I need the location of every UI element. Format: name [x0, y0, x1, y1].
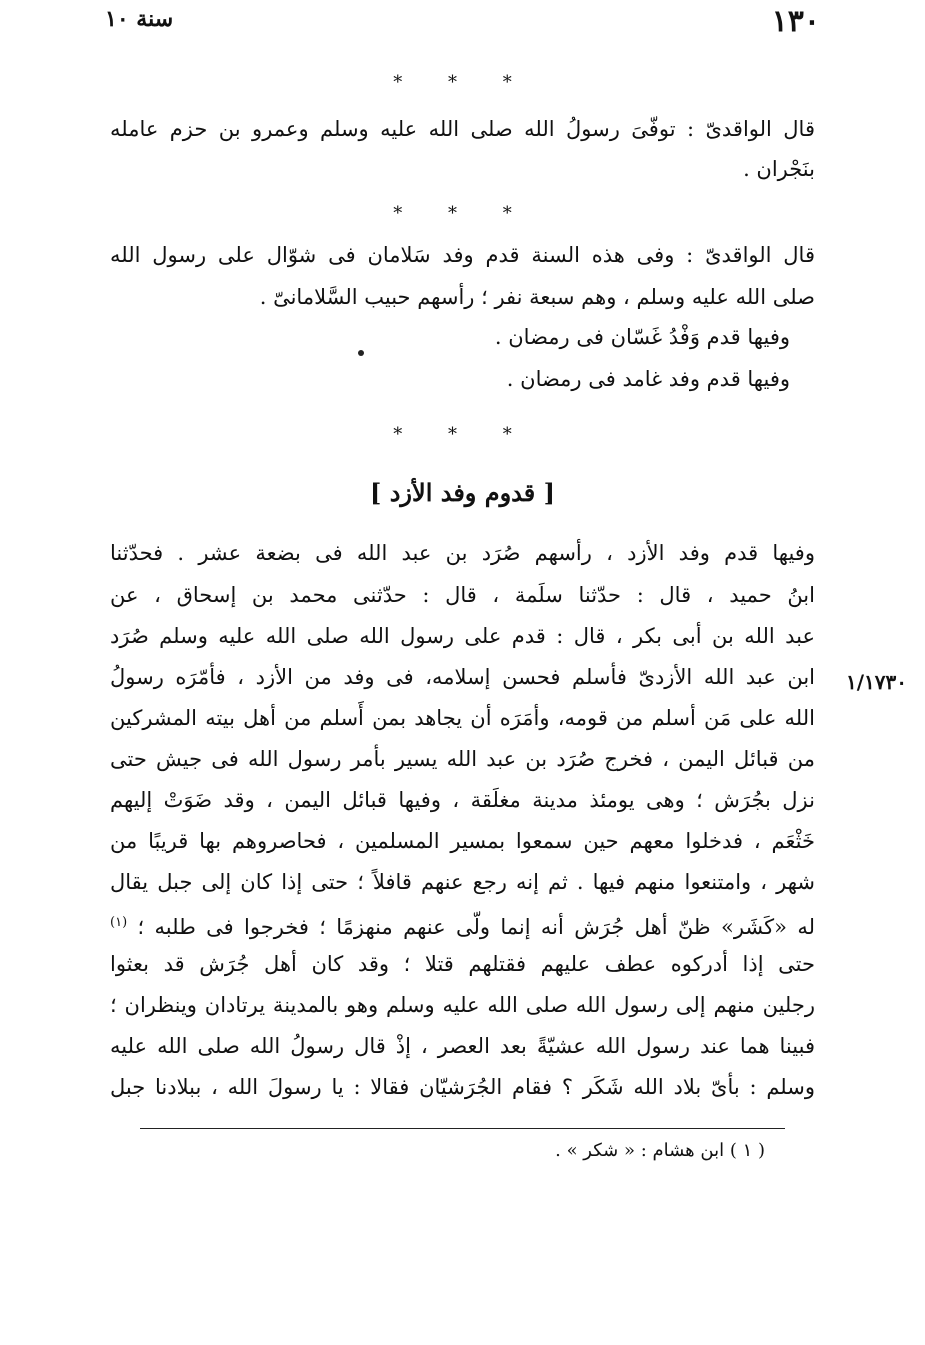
text-line: وسلم : بأىّ بلاد الله شَكَر ؟ فقام الجُرَشيّان فقالا : يا رسولَ الله ، ببلادنا جبل: [110, 1075, 815, 1099]
page-number: ١٣٠: [771, 4, 820, 39]
section-separator: * * *: [393, 72, 532, 93]
text-line: صلى الله عليه وسلم ، وهم سبعة نفر ؛ رأسهم حبيب السَّلامانىّ .: [259, 285, 815, 309]
text-line-with-footnote-marker: [110, 908, 815, 942]
text-line: قال الواقدىّ : توفّىَ رسولُ الله صلى الله عليه وسلم وعمرو بن حزم عامله: [110, 117, 815, 141]
text-line: خَثْعَم ، فدخلوا معهم حين سمعوا بمسير المسلمين ، فحاصروهم بها قريبًا من: [110, 829, 815, 853]
stray-ink-mark: [358, 350, 364, 356]
footnote-divider: [140, 1128, 785, 1129]
text-line: فبينا هما عند رسول الله عشيّةً بعد العصر ، إذْ قال رسولُ الله صلى الله عليه: [110, 1034, 815, 1058]
text-line: ابن عبد الله الأزدىّ فأسلم فحسن إسلامه، فى وفد من الأزد ، فأمّرَه رسولُ: [110, 665, 815, 689]
footnote-marker[interactable]: (١): [110, 915, 128, 930]
text-line: قال الواقدىّ : وفى هذه السنة قدم وفد سَلامان فى شوّال على رسول الله: [110, 243, 815, 267]
text-line: شهر ، وامتنعوا منهم فيها . ثم إنه رجع عنهم قافلاً ؛ حتى إذا كان إلى جبل يقال: [110, 870, 815, 894]
text-line: الله على مَن أسلم من قومه، وأمَرَه أن يجاهد بمن أَسلم من أهل بيته المشركين: [110, 706, 815, 730]
running-title: سنة ١٠: [105, 6, 174, 32]
text-line: وفيها قدم وفد غامد فى رمضان .: [506, 367, 790, 391]
text-line: بنَجْران .: [743, 157, 815, 181]
text-line: عبد الله بن أبى بكر ، قال : قدم على رسول الله صلى الله عليه وسلم صُرَد: [110, 624, 815, 648]
text-line: وفيها قدم وفد الأزد ، رأسهم صُرَد بن عبد الله فى بضعة عشر . فحدّثنا: [110, 541, 815, 565]
text-line: وفيها قدم وَفْدُ غَسّان فى رمضان .: [494, 325, 790, 349]
text-fragment: له «كَشَر» ظنّ أهل جُرَش أنه إنما ولّى عنهم منهزمًا ؛ فخرجوا فى طلبه ؛: [137, 915, 815, 939]
section-separator: * * *: [393, 203, 532, 224]
text-line: من قبائل اليمن ، فخرج صُرَد بن عبد الله يسير بأمر رسول الله فى جيش حتى: [110, 747, 815, 771]
section-heading: [ قدوم وفد الأزد ]: [370, 478, 555, 507]
margin-reference: ١/١٧٣٠: [845, 670, 907, 694]
footnote: ( ١ ) ابن هشام : « شكر » .: [555, 1140, 765, 1161]
text-line: ابنُ حميد ، قال : حدّثنا سلَمة ، قال : حدّثنى محمد بن إسحاق ، عن: [110, 583, 815, 607]
text-line: نزل بجُرَش ؛ وهى يومئذ مدينة مغلَقة ، وفيها قبائل اليمن ، وقد ضَوَتْ إليهم: [110, 788, 815, 812]
section-separator: * * *: [393, 424, 532, 445]
text-line: رجلين منهم إلى رسول الله صلى الله عليه وسلم وهو بالمدينة يرتادان وينظران ؛: [110, 993, 815, 1017]
text-line: حتى إذا أدركوه عطف عليهم فقتلهم قتلا ؛ وقد كان أهل جُرَش قد بعثوا: [110, 952, 815, 976]
